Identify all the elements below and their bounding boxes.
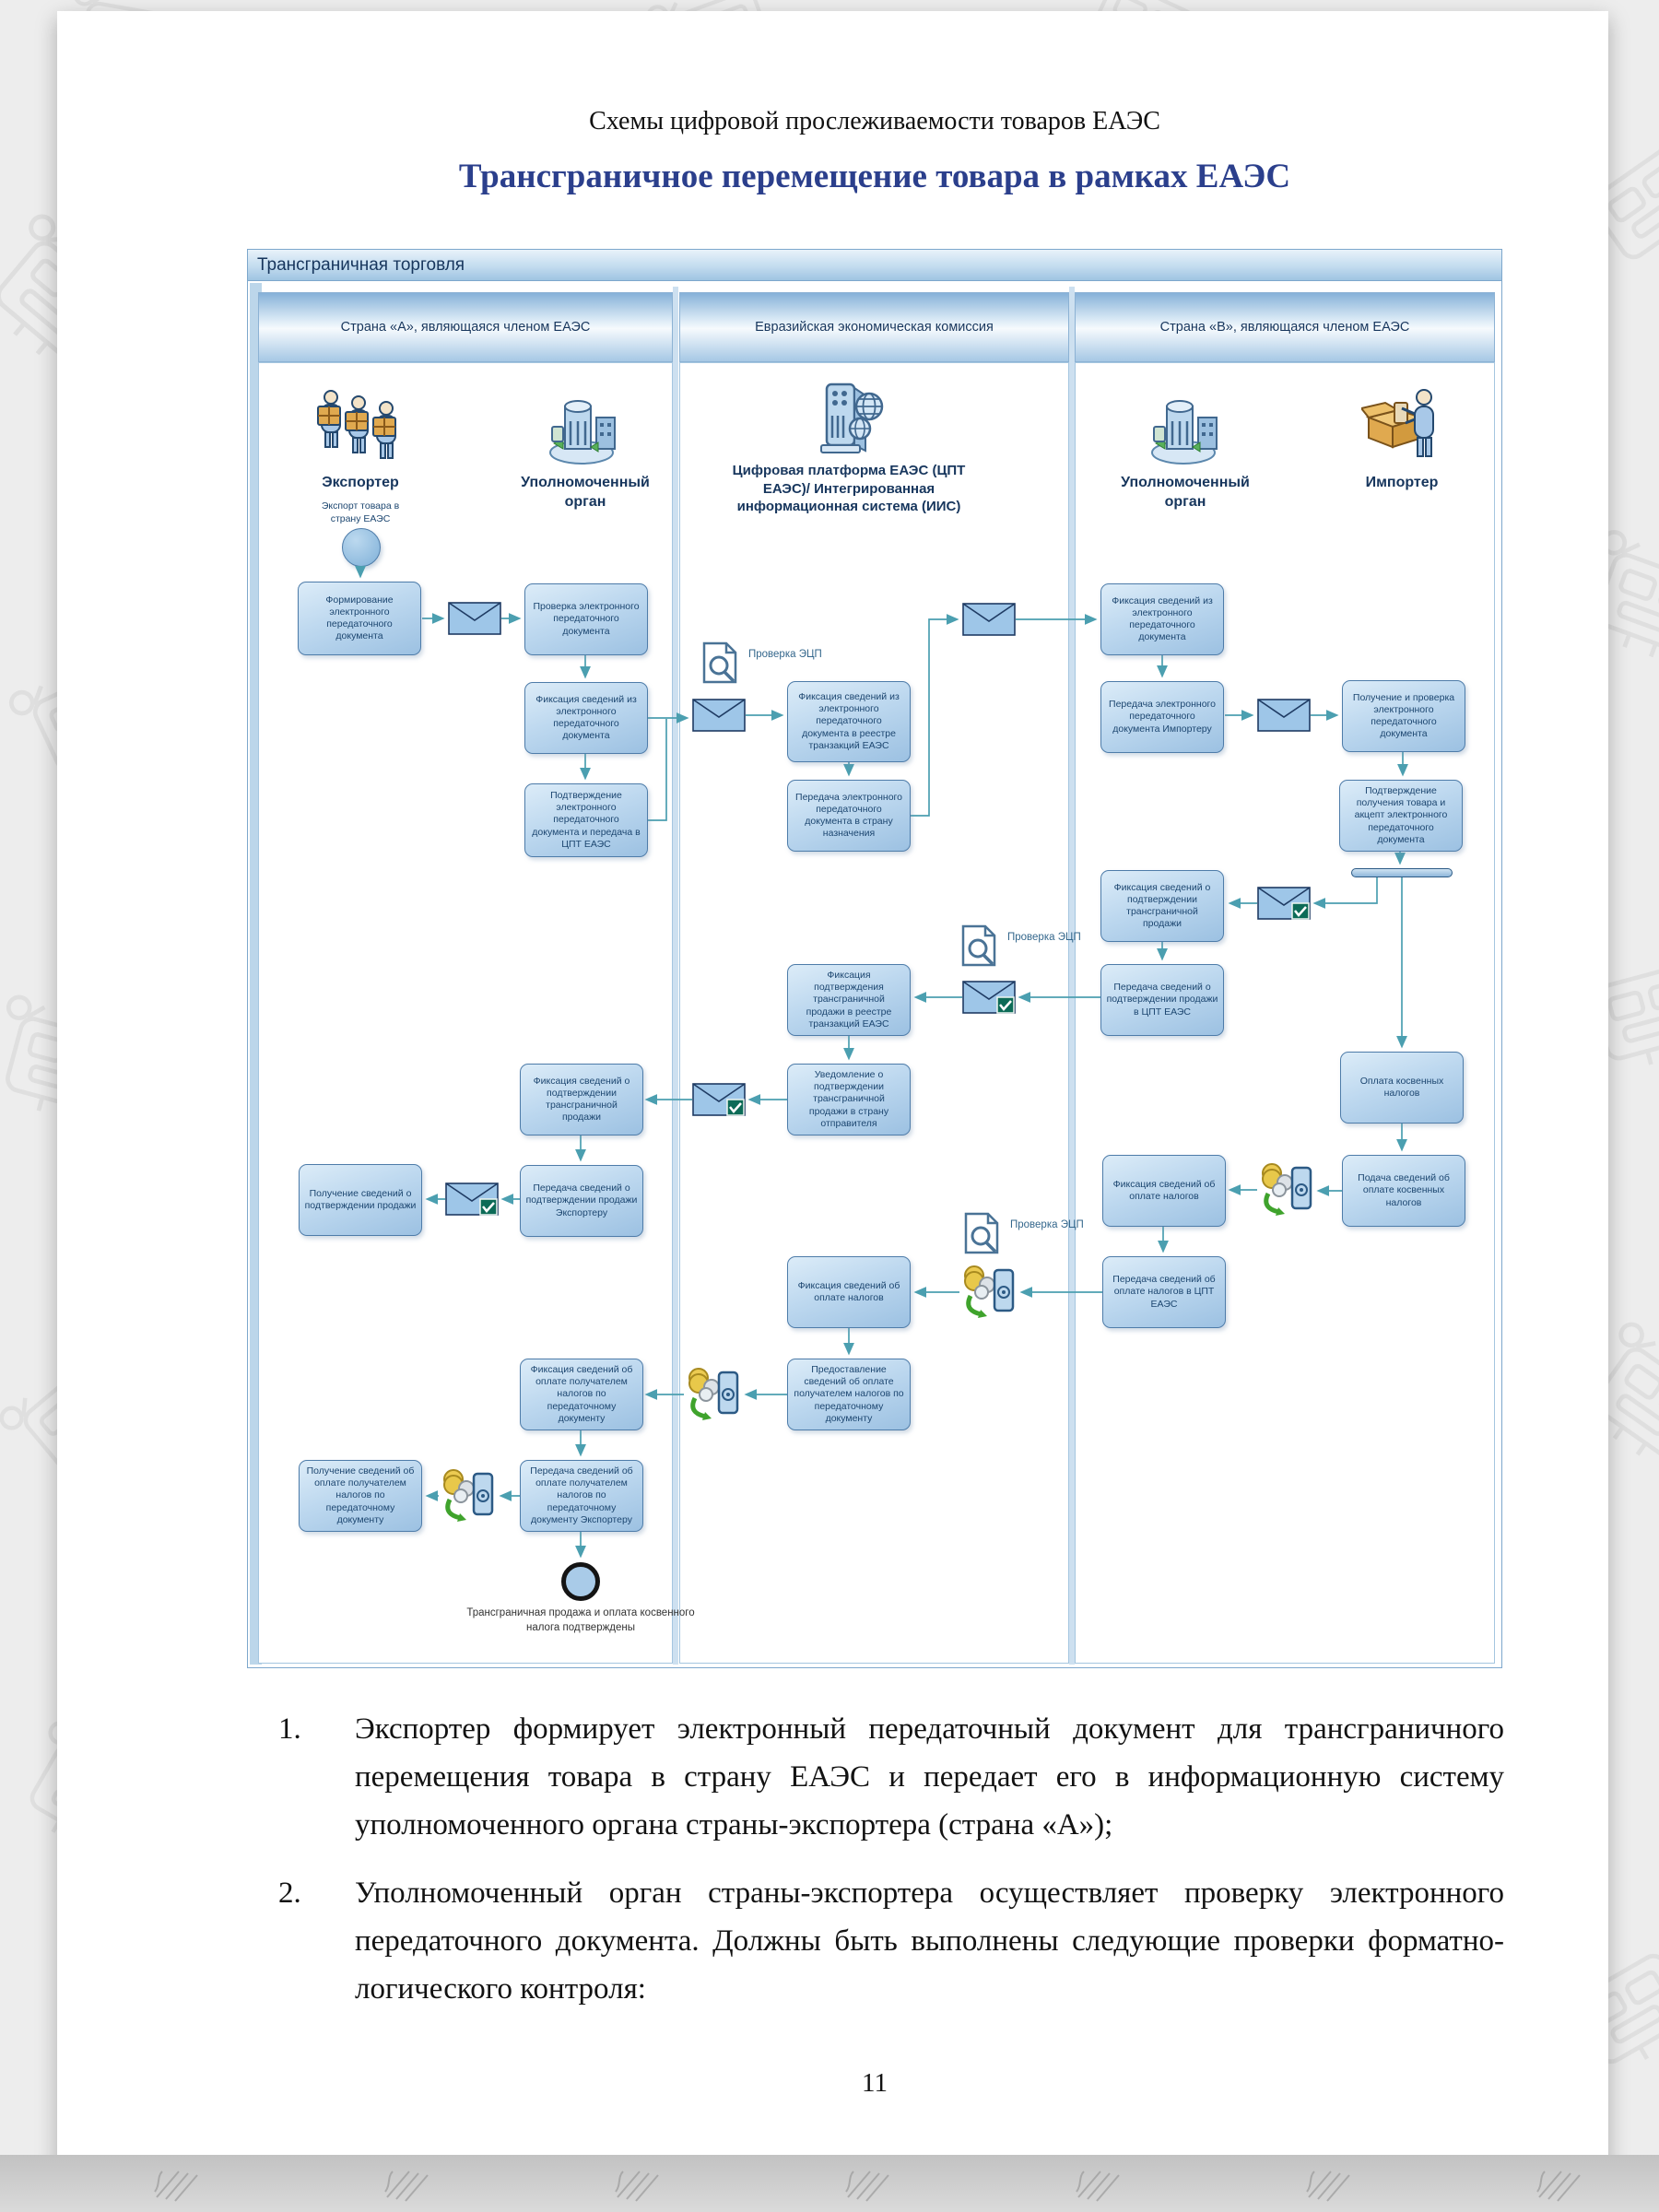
hatch-mark-icon [608, 2164, 673, 2203]
flow-node-label: Получение сведений о подтверждении продажи [304, 1187, 417, 1211]
hatch-mark-icon [839, 2164, 903, 2203]
hatch-mark-icon [1069, 2164, 1134, 2203]
digital-platform-server-icon [806, 381, 889, 465]
flow-node-n4 [524, 783, 648, 857]
flow-node-label: Передача сведений об оплате налогов в ЦПТ ЕАЭС [1112, 1274, 1216, 1310]
flow-node-label: Передача сведений о подтверждении продажи Экспортеру [525, 1182, 638, 1218]
flow-node-n17 [787, 964, 911, 1036]
flow-node-label: Формирование электронного передаточного документа [325, 594, 394, 642]
list-item-text: Уполномоченный орган страны-экспортера осуществляет проверку электронного передаточного документа. Должны быть выполнены следующие проверки форматно-логического контроля: [355, 1877, 1504, 2006]
flow-node-n12 [1100, 964, 1224, 1036]
flow-node-label: Фиксация сведений об оплате налогов [1112, 1178, 1216, 1202]
payment-icon [684, 1365, 741, 1424]
body-text-list [278, 1705, 1504, 2033]
fork-bar [1351, 868, 1453, 877]
authority-b-label: Уполномоченный орган [1121, 475, 1250, 510]
flow-node-n3 [524, 682, 648, 754]
exporters-group-icon [316, 384, 405, 471]
list-item [278, 1869, 1504, 2013]
flow-node-label: Подтверждение получения товара и акцепт электронного передаточного документа [1354, 785, 1448, 845]
flow-node-label: Передача сведений об оплате получателем налогов по передаточному документу Экспортеру [530, 1465, 633, 1525]
ecp-verify-label: Проверка ЭЦП [1007, 932, 1081, 943]
end-event-icon [561, 1562, 600, 1601]
flow-node-n13 [1340, 1052, 1464, 1124]
envelope-check-icon [445, 1182, 500, 1219]
page-title: Трансграничное перемещение товара в рамках ЕАЭС [458, 158, 1291, 195]
envelope-check-icon [1257, 887, 1312, 924]
flow-node-n24 [520, 1359, 643, 1430]
flow-node-n16 [1102, 1256, 1226, 1328]
bottom-watermark-band [0, 2155, 1659, 2212]
flow-node-n15 [1102, 1155, 1226, 1227]
flow-node-n11 [1100, 870, 1224, 942]
flow-node-n22 [787, 1256, 911, 1328]
lane-header-eec: Евразийская экономическая комиссия [679, 292, 1069, 362]
page-number: 11 [862, 2068, 888, 2098]
envelope-icon [448, 602, 501, 635]
document-page [57, 11, 1608, 2198]
envelope-icon [1257, 699, 1311, 732]
ecp-verify-icon [958, 924, 1002, 968]
hatch-mark-icon [1530, 2164, 1594, 2203]
authority-building-icon [1147, 390, 1226, 467]
flow-node-n8 [1100, 681, 1224, 753]
list-item [278, 1705, 1504, 1849]
start-sublabel: Экспорт товара в страну ЕАЭС [321, 500, 400, 524]
flow-node-label: Уведомление о подтверждении трансграничной продажи в страну отправителя [808, 1069, 889, 1129]
flow-node-n20 [520, 1165, 643, 1237]
flow-node-label: Получение и проверка электронного передаточного документа [1352, 691, 1455, 740]
flow-node-label: Оплата косвенных налогов [1359, 1075, 1444, 1099]
lane-divider [673, 287, 678, 1665]
flow-node-n9 [1342, 680, 1465, 752]
flow-node-label: Фиксация сведений из электронного передаточного документа [535, 693, 637, 742]
flow-node-n19 [520, 1064, 643, 1135]
flow-node-label: Фиксация сведений о подтверждении трансграничной продажи [1113, 881, 1211, 930]
list-item-text: Экспортер формирует электронный передаточный документ для трансграничного перемещения товара в страну ЕАЭС и передает его в информационную систему уполномоченного органа страны-экспортера (страна «А»); [355, 1712, 1504, 1841]
lane-header-country-a: Страна «А», являющаяся членом ЕАЭС [258, 292, 673, 362]
flow-node-label: Фиксация сведений об оплате получателем налогов по передаточному документу [530, 1364, 633, 1424]
flow-node-label: Подача сведений об оплате косвенных налогов [1358, 1172, 1450, 1208]
hatch-mark-icon [147, 2164, 212, 2203]
lane-header-country-b: Страна «В», являющаяся членом ЕАЭС [1075, 292, 1495, 362]
payment-icon [959, 1263, 1017, 1322]
end-event-label: Трансграничная продажа и оплата косвенного налога подтверждены [466, 1607, 695, 1633]
ecp-verify-label: Проверка ЭЦП [1010, 1219, 1084, 1230]
list-item-number: 1. [278, 1712, 301, 1746]
flow-node-label: Фиксация подтверждения трансграничной продажи в реестре транзакций ЕАЭС [806, 970, 892, 1030]
payment-icon [1257, 1160, 1314, 1219]
envelope-icon [692, 699, 746, 732]
flow-node-n1 [298, 582, 421, 655]
flow-node-n26 [299, 1460, 422, 1532]
authority-building-icon [545, 390, 624, 467]
flow-node-label: Проверка электронного передаточного документа [533, 601, 640, 637]
hatch-mark-icon [378, 2164, 442, 2203]
flow-node-label: Фиксация сведений из электронного передаточного документа в реестре транзакций ЕАЭС [798, 691, 900, 751]
flow-node-label: Фиксация сведений об оплате налогов [797, 1279, 900, 1303]
hatch-mark-icon [1300, 2164, 1364, 2203]
flow-node-n5 [787, 681, 911, 762]
bpmn-pool [247, 249, 1502, 1668]
importer-label: Импортер [1365, 475, 1439, 490]
flow-node-label: Фиксация сведений о подтверждении трансграничной продажи [533, 1075, 630, 1124]
flow-node-n6 [787, 780, 911, 852]
flow-node-label: Передача сведений о подтверждении продажи в ЦПТ ЕАЭС [1106, 982, 1218, 1018]
flow-node-n18 [787, 1064, 911, 1135]
flow-node-label: Предоставление сведений об оплате получателем налогов по передаточному документу [794, 1364, 904, 1424]
flow-node-n23 [787, 1359, 911, 1430]
pool-band-label: Трансграничная торговля [248, 250, 1501, 281]
flow-node-label: Получение сведений об оплате получателем налогов по передаточному документу [306, 1465, 415, 1525]
list-item-number: 2. [278, 1877, 301, 1910]
envelope-check-icon [692, 1083, 747, 1120]
document-header: Схемы цифровой прослеживаемости товаров ЕАЭС [589, 107, 1160, 135]
importer-person-box-icon [1361, 386, 1442, 467]
envelope-check-icon [962, 981, 1018, 1018]
flow-node-n7 [1100, 583, 1224, 655]
flow-node-n25 [520, 1460, 643, 1532]
exporter-label: Экспортер [322, 475, 399, 490]
flow-node-n10 [1339, 780, 1463, 852]
platform-label: Цифровая платформа ЕАЭС (ЦПТ ЕАЭС)/ Интегрированная информационная система (ИИС) [732, 463, 966, 514]
flow-node-label: Подтверждение электронного передаточного документа и передача в ЦПТ ЕАЭС [532, 790, 641, 850]
flow-node-label: Передача электронного передаточного документа в страну назначения [795, 791, 902, 840]
payment-icon [439, 1466, 496, 1525]
flow-node-n21 [299, 1164, 422, 1236]
flow-node-n2 [524, 583, 648, 655]
flow-node-n14 [1342, 1155, 1465, 1227]
ecp-verify-icon [960, 1211, 1005, 1255]
flow-node-label: Передача электронного передаточного документа Импортеру [1109, 699, 1216, 735]
flow-node-label: Фиксация сведений из электронного передаточного документа [1112, 594, 1213, 643]
ecp-verify-label: Проверка ЭЦП [748, 649, 822, 660]
envelope-icon [962, 603, 1016, 636]
start-event-icon [342, 528, 381, 567]
authority-a-label: Уполномоченный орган [521, 475, 650, 510]
ecp-verify-icon [699, 641, 743, 685]
